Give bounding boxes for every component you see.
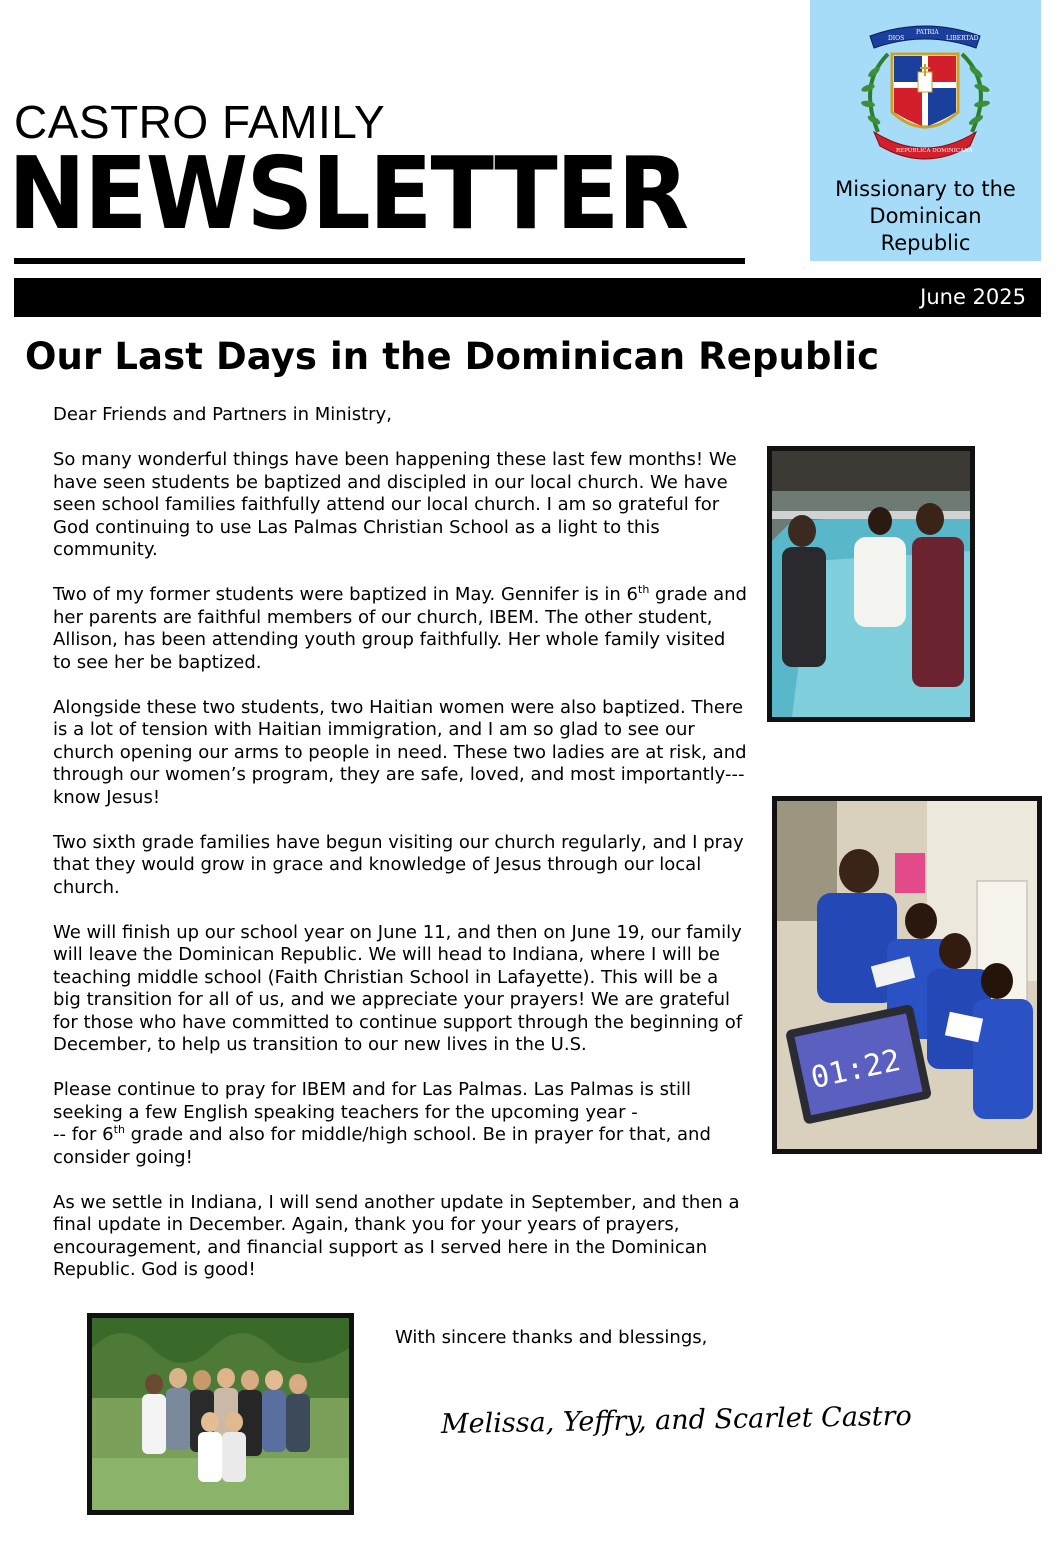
missionary-line-1: Missionary to the — [835, 177, 1016, 201]
classroom-photo-image — [777, 801, 1037, 1149]
crest-motto-3: LIBERTAD — [946, 35, 979, 42]
group-photo — [87, 1313, 354, 1515]
crest-motto-1: DIOS — [888, 35, 905, 42]
title-underline — [14, 258, 745, 264]
paragraph-6: Please continue to pray for IBEM and for Las Palmas. Las Palmas is still seeking a few English speaking teachers for the upcoming year - -- for 6th grade and also for middle/high school. Be in prayer for that, and consider going! — [53, 1079, 711, 1168]
article-body — [53, 404, 748, 1282]
closing-line: With sincere thanks and blessings, — [395, 1327, 708, 1348]
baptism-photo-image — [772, 451, 970, 717]
missionary-panel — [810, 0, 1041, 261]
paragraph-5: We will finish up our school year on June 11, and then on June 19, our family will leave the Dominican Republic. We will head to Indiana, where I will be teaching middle school (Faith Christian School in Lafayette). This will be a big transition for all of us, and we appreciate your prayers! We are grateful for those who have committed to continue support through the beginning of December, to help us transition to our new lives in the U.S. — [53, 921, 743, 1055]
paragraph-1: So many wonderful things have been happening these last few months! We have seen students be baptized and discipled in our local church. We have seen school families faithfully attend our local church. I am so grateful for God continuing to use Las Palmas Christian School as a light to this community. — [53, 449, 737, 560]
paragraph-7: As we settle in Indiana, I will send another update in September, and then a final update in December. Again, thank you for your years of prayers, encouragement, and financial support as I served here in the Dominican Republic. God is good! — [53, 1191, 740, 1280]
paragraph-3: Alongside these two students, two Haitian women were also baptized. There is a lot of tension with Haitian immigration, and I am so glad to see our church opening our arms to people in need. These two ladies are at risk, and through our women’s program, they are safe, loved, and most importantly--- know Jesus! — [53, 696, 747, 808]
article-headline: Our Last Days in the Dominican Republic — [25, 335, 880, 378]
date-bar — [14, 278, 1041, 317]
newsletter-title: NEWSLETTER — [8, 135, 688, 252]
paragraph-4: Two sixth grade families have begun visiting our church regularly, and I pray that they would grow in grace and knowledge of Jesus through our local church. — [53, 831, 744, 898]
group-photo-image — [92, 1318, 349, 1510]
crest-motto-2: PATRIA — [916, 29, 939, 36]
issue-date: June 2025 — [920, 285, 1026, 309]
missionary-label — [810, 176, 1041, 257]
baptism-photo — [767, 446, 975, 722]
salutation: Dear Friends and Partners in Ministry, — [53, 404, 392, 425]
crest-banner-text: REPÚBLICA DOMINICANA — [896, 148, 973, 154]
classroom-photo — [772, 796, 1042, 1154]
paragraph-2: Two of my former students were baptized in May. Gennifer is in 6th grade and her parents are faithful members of our church, IBEM. The other student, Allison, has been attending youth group faithfully. Her whole family visited to see her be baptized. — [53, 583, 747, 673]
signature: Melissa, Yeffry, and Scarlet Castro — [440, 1400, 913, 1440]
laptop-timer-text: 01:22 — [807, 1043, 904, 1097]
dominican-coat-of-arms-icon — [848, 14, 1002, 166]
missionary-line-2: Dominican — [869, 204, 982, 228]
brand-line: CASTRO FAMILY — [14, 96, 386, 148]
missionary-line-3: Republic — [880, 231, 971, 255]
